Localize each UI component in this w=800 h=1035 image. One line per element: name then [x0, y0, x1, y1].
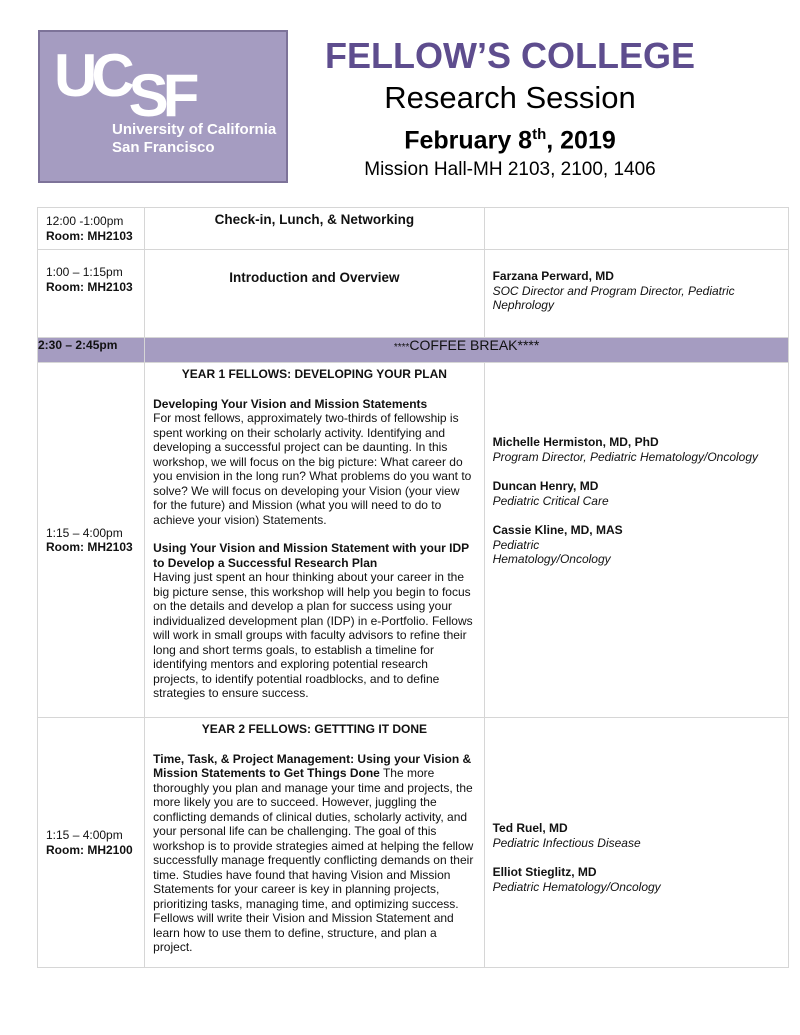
- session-cell: [145, 250, 484, 338]
- workshop-description: The more thoroughly you plan and manage your time and projects, the more likely you are to succeed. However, juggling the conflicting demands of clinical duties, scholarly activity, and your personal life can be challenging. The goal of this workshop is to provide strategies aimed at helping the fellow successfully manage frequently conflicting demands on their time. Studies have found that having Vision and Mission Statements for your career is key in planning projects, prioritizing tasks, managing time, and optimizing success. Fellows will write their Vision and Mission Statement and learn how to use them to define, structure, and plan a project.: [153, 766, 474, 954]
- session-time: 12:00 -1:00pm: [46, 214, 124, 228]
- speaker-name: Duncan Henry, MD: [492, 479, 599, 493]
- break-label: ****COFFEE BREAK****: [145, 338, 789, 363]
- speaker-role: SOC Director and Program Director, Pediatric Nephrology: [492, 283, 735, 312]
- session-room: Room: MH2103: [46, 228, 133, 243]
- time-cell: [38, 250, 145, 338]
- document-header: [305, 36, 715, 183]
- speaker-role: Pediatric Infectious Disease: [492, 835, 641, 850]
- time-cell: [38, 363, 145, 718]
- speaker-name: Michelle Hermiston, MD, PhD: [492, 435, 659, 449]
- table-row: [38, 718, 789, 968]
- year1-heading: YEAR 1 FELLOWS: DEVELOPING YOUR PLAN: [181, 367, 447, 381]
- session-room: Room: MH2103: [46, 279, 133, 294]
- speaker-role: Pediatric Hematology/Oncology: [492, 537, 611, 566]
- session-time: 1:00 – 1:15pm: [46, 265, 123, 279]
- time-cell: [38, 718, 145, 968]
- workshop-description: For most fellows, approximately two-thirds of fellowship is spent working on their scholarly activity. Identifying and developing a successful project can be daunting. In this workshop, we will focus on the big picture: What career do you envision in the long run? What problems do you want to solve? We will focus on developing your Vision (your view for the future) and Mission (what you will need to do to achieve your vision) Statements.: [153, 411, 472, 527]
- logo-line-2: San Francisco: [112, 139, 215, 156]
- speaker-cell: [484, 208, 788, 250]
- ucsf-logo: [38, 30, 288, 183]
- speaker-name: Farzana Perward, MD: [492, 269, 614, 283]
- session-time: 1:15 – 4:00pm: [46, 525, 123, 540]
- coffee-break-row: [38, 338, 789, 363]
- speaker-name: Ted Ruel, MD: [492, 821, 568, 835]
- logo-line-1: University of California: [112, 121, 277, 138]
- schedule-table: [37, 207, 789, 968]
- session-cell: [145, 718, 484, 968]
- table-row: [38, 363, 789, 718]
- year2-heading: YEAR 2 FELLOWS: GETTTING IT DONE: [201, 722, 428, 736]
- session-title: Introduction and Overview: [229, 270, 400, 285]
- workshop-title: Time, Task, & Project Management: Using your Vision & Mission Statements to Get Things Done: [153, 751, 472, 780]
- session-room: Room: MH2100: [46, 842, 133, 857]
- event-date: February 8th, 2019: [404, 126, 616, 155]
- document-title: FELLOW’S COLLEGE: [325, 35, 695, 76]
- event-location: Mission Hall-MH 2103, 2100, 1406: [364, 159, 656, 181]
- speaker-role: Pediatric Hematology/Oncology: [492, 879, 661, 894]
- session-cell: [145, 208, 484, 250]
- speaker-cell: [484, 718, 788, 968]
- table-row: [38, 208, 789, 250]
- speaker-name: Cassie Kline, MD, MAS: [492, 523, 623, 537]
- break-time: 2:30 – 2:45pm: [38, 338, 145, 363]
- session-title: Check-in, Lunch, & Networking: [214, 212, 415, 227]
- time-cell: [38, 208, 145, 250]
- workshop-description: Having just spent an hour thinking about your career in the big picture sense, this workshop will help you begin to focus on the details and develop a plan for success using your individualized development plan (IDP) in e-Portfolio. Fellows will work in small groups with faculty advisors to refine their long and short terms goals, to establish a timeline for identifying mentors and exploring potential research projects, to identify potential roadblocks, and to define strategies to ensure success.: [153, 570, 473, 700]
- speaker-role: Pediatric Critical Care: [492, 493, 609, 508]
- speaker-role: Program Director, Pediatric Hematology/Oncology: [492, 449, 759, 464]
- ucsf-logo-mark: UCSF: [54, 42, 194, 129]
- table-row: [38, 250, 789, 338]
- session-room: Room: MH2103: [46, 540, 133, 554]
- speaker-name: Elliot Stieglitz, MD: [492, 865, 597, 879]
- speaker-cell: [484, 363, 788, 718]
- session-time: 1:15 – 4:00pm: [46, 828, 123, 842]
- speaker-cell: [484, 250, 788, 338]
- workshop-title: Developing Your Vision and Mission Statements: [153, 396, 428, 411]
- workshop-title: Using Your Vision and Mission Statement with your IDP to Develop a Successful Research Plan: [153, 541, 469, 570]
- session-cell: [145, 363, 484, 718]
- document-subtitle: Research Session: [384, 80, 636, 115]
